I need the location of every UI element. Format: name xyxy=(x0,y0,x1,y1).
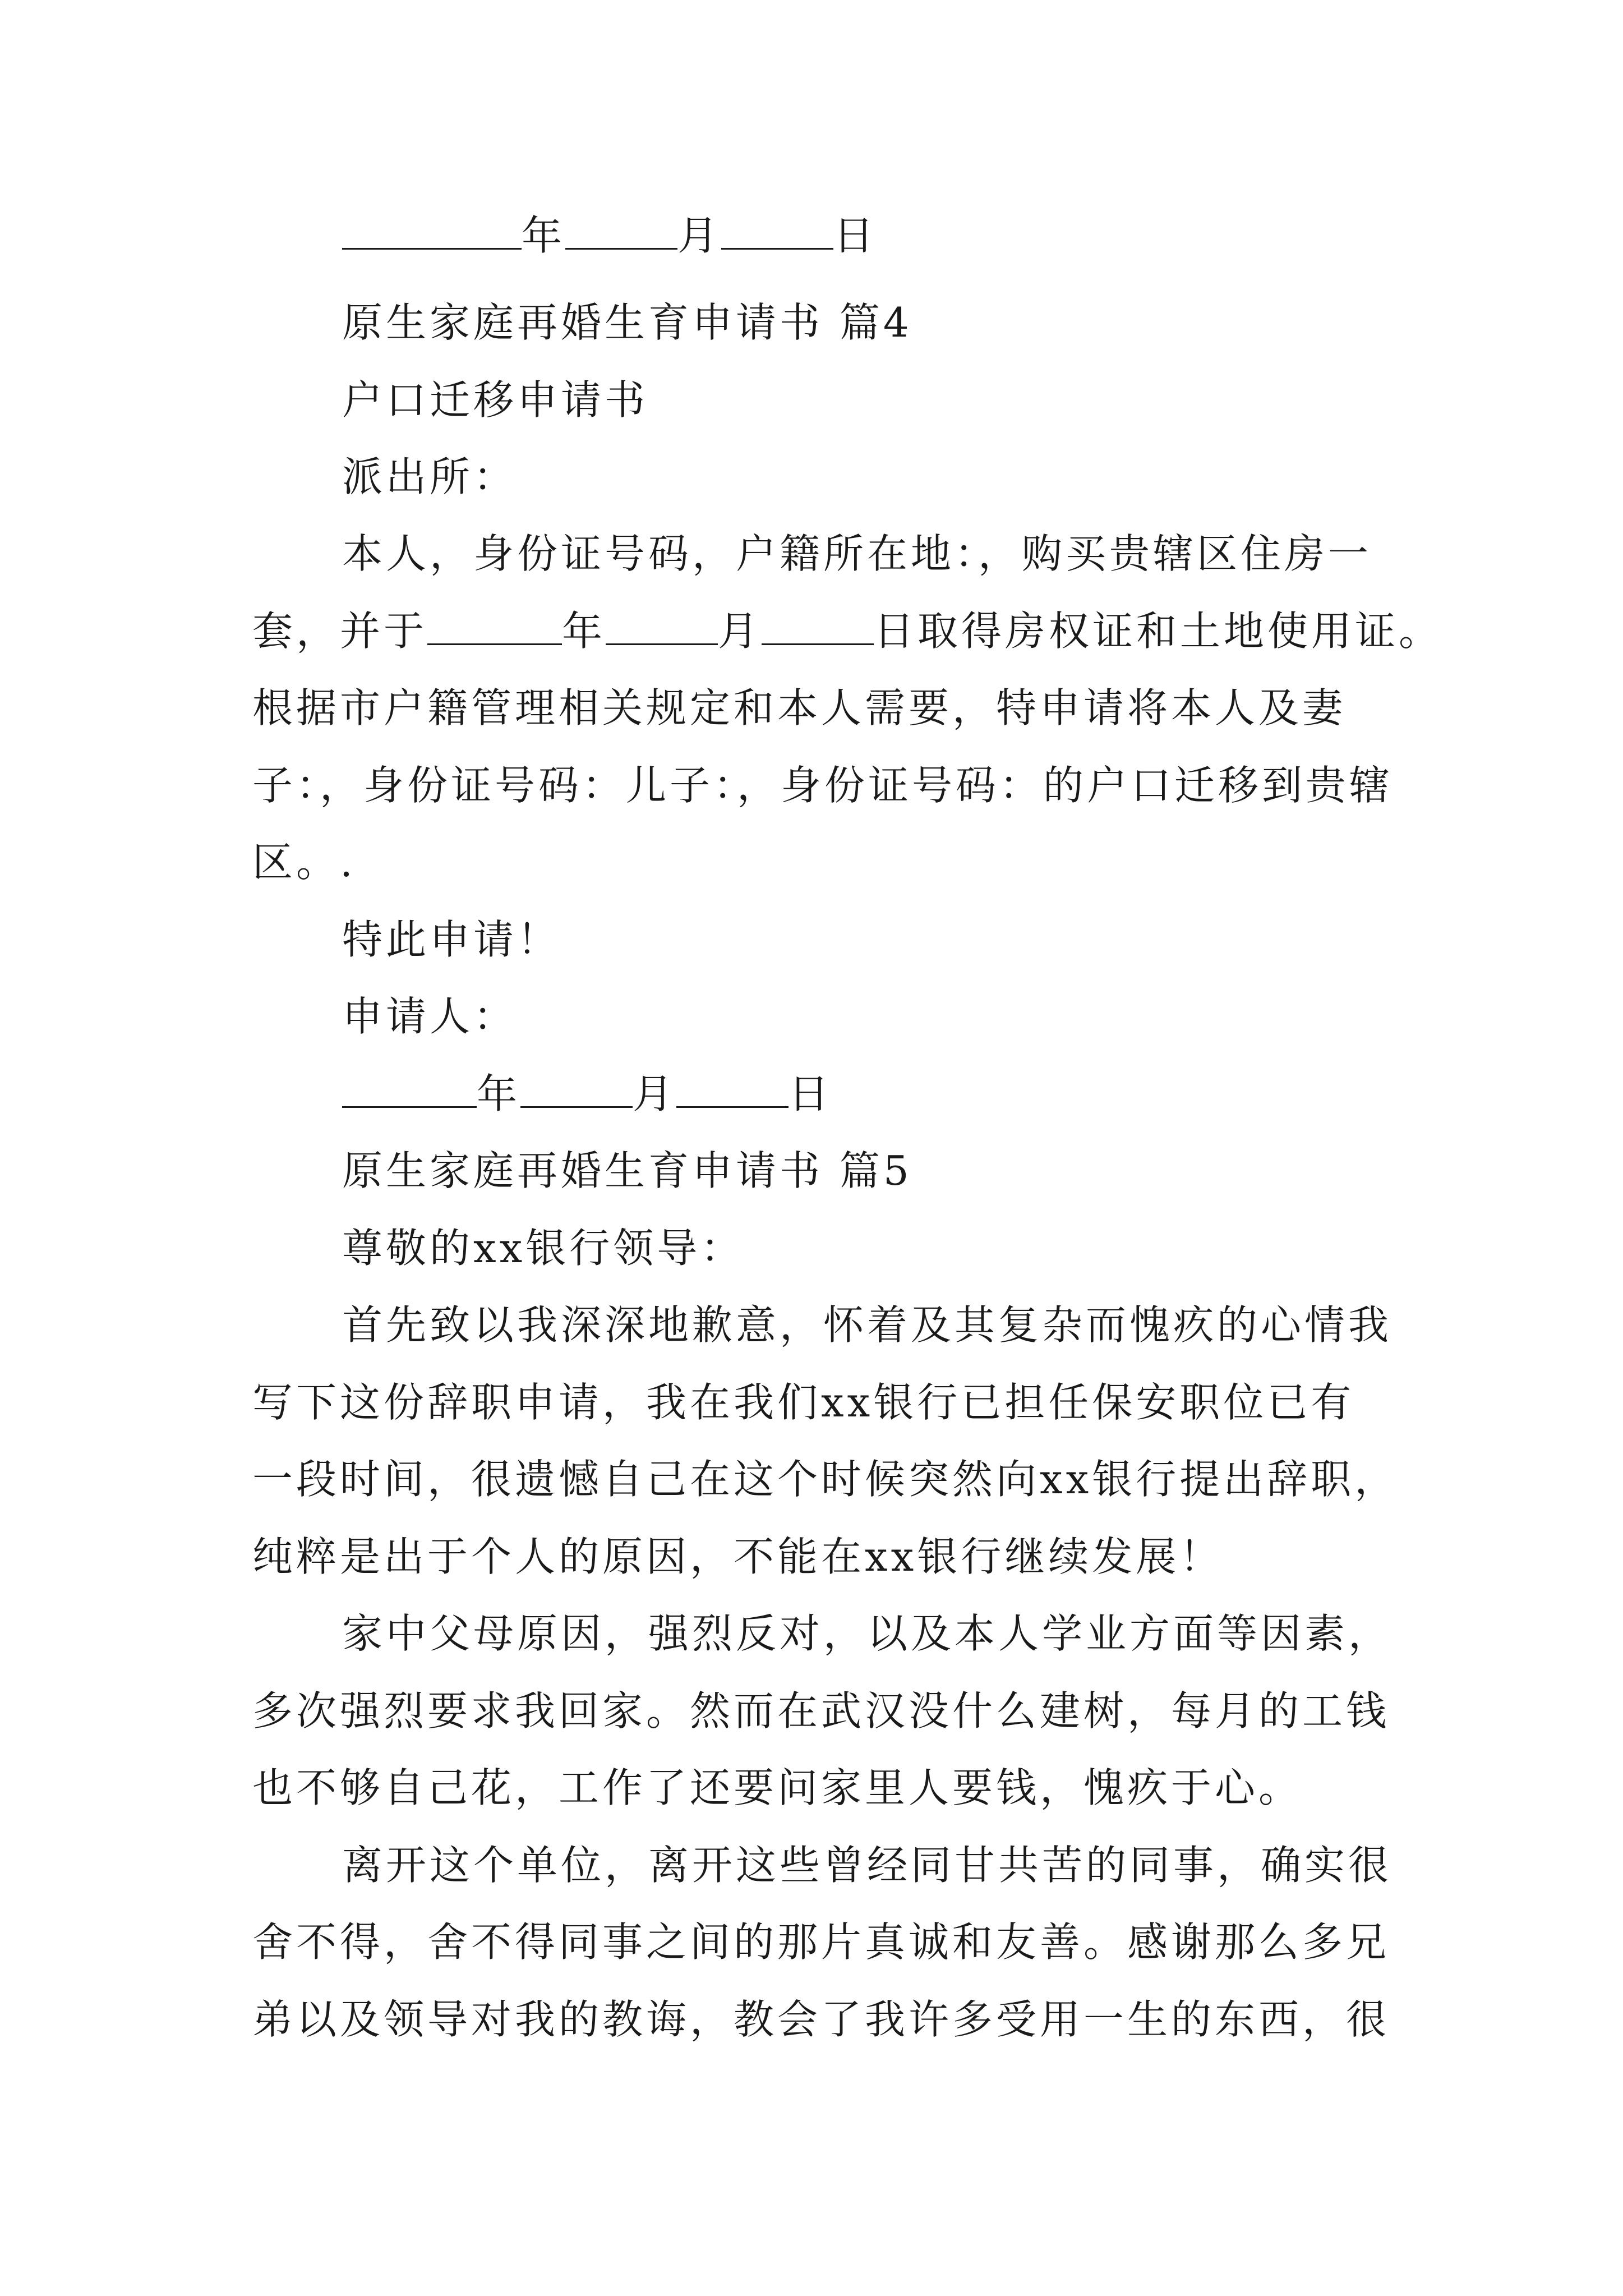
letter-title: 户口迁移申请书 xyxy=(342,376,649,424)
paragraph-line: 家中父母原因，强烈反对，以及本人学业方面等因素， xyxy=(342,1610,1393,1657)
paragraph-line: 根据市户籍管理相关规定和本人需要，特申请将本人及妻 xyxy=(252,684,1347,731)
month-blank xyxy=(565,213,677,250)
paragraph-line: 子：，身份证号码：儿子：，身份证号码：的户口迁移到贵辖 xyxy=(252,762,1394,809)
paragraph-line: 首先致以我深深地歉意，怀着及其复杂而愧疚的心情我 xyxy=(342,1301,1393,1349)
closing-line: 特此申请！ xyxy=(342,916,561,963)
paragraph-line: 本人，身份证号码，户籍所在地：，购买贵辖区住房一 xyxy=(342,530,1372,577)
paragraph-line: 多次强烈要求我回家。然而在武汉没什么建树，每月的工钱 xyxy=(252,1687,1390,1734)
date-line-1: 年 月 日 xyxy=(342,208,877,264)
year-blank xyxy=(342,213,522,250)
paragraph-line: 纯粹是出于个人的原因，不能在xx银行继续发展！ xyxy=(252,1533,1224,1580)
paragraph-line: 一段时间，很遗憾自己在这个时候突然向xx银行提出辞职， xyxy=(252,1456,1399,1503)
paragraph-line: 写下这份辞职申请，我在我们xx银行已担任保安职位已有 xyxy=(252,1379,1355,1426)
signature-line: 申请人： xyxy=(342,993,518,1040)
paragraph-line: 也不够自己花，工作了还要问家里人要钱，愧疚于心。 xyxy=(252,1764,1303,1811)
month-blank xyxy=(520,1071,633,1108)
year-blank xyxy=(342,1071,477,1108)
month-blank xyxy=(606,609,718,645)
day-blank xyxy=(721,213,833,250)
day-blank xyxy=(676,1071,789,1108)
paragraph-line: 弟以及领导对我的教诲，教会了我许多受用一生的东西，很 xyxy=(252,1996,1390,2043)
section-heading-5: 原生家庭再婚生育申请书 篇5 xyxy=(342,1147,912,1194)
paragraph-line: 区。. xyxy=(252,839,356,886)
section-heading-4: 原生家庭再婚生育申请书 篇4 xyxy=(342,299,912,346)
date-line-2: 年 月 日 xyxy=(342,1066,832,1122)
salutation: 尊敬的xx银行领导： xyxy=(342,1225,745,1272)
paragraph-line: 离开这个单位，离开这些曾经同甘共苦的同事，确实很 xyxy=(342,1842,1393,1889)
day-blank xyxy=(762,609,874,645)
salutation: 派出所： xyxy=(342,453,518,500)
paragraph-line: 舍不得，舍不得同事之间的那片真诚和友善。感谢那么多兄 xyxy=(252,1918,1390,1966)
paragraph-line-date: 套，并于 年 月 日取得房权证和土地使用证。 xyxy=(252,608,1443,655)
year-blank xyxy=(427,609,562,645)
